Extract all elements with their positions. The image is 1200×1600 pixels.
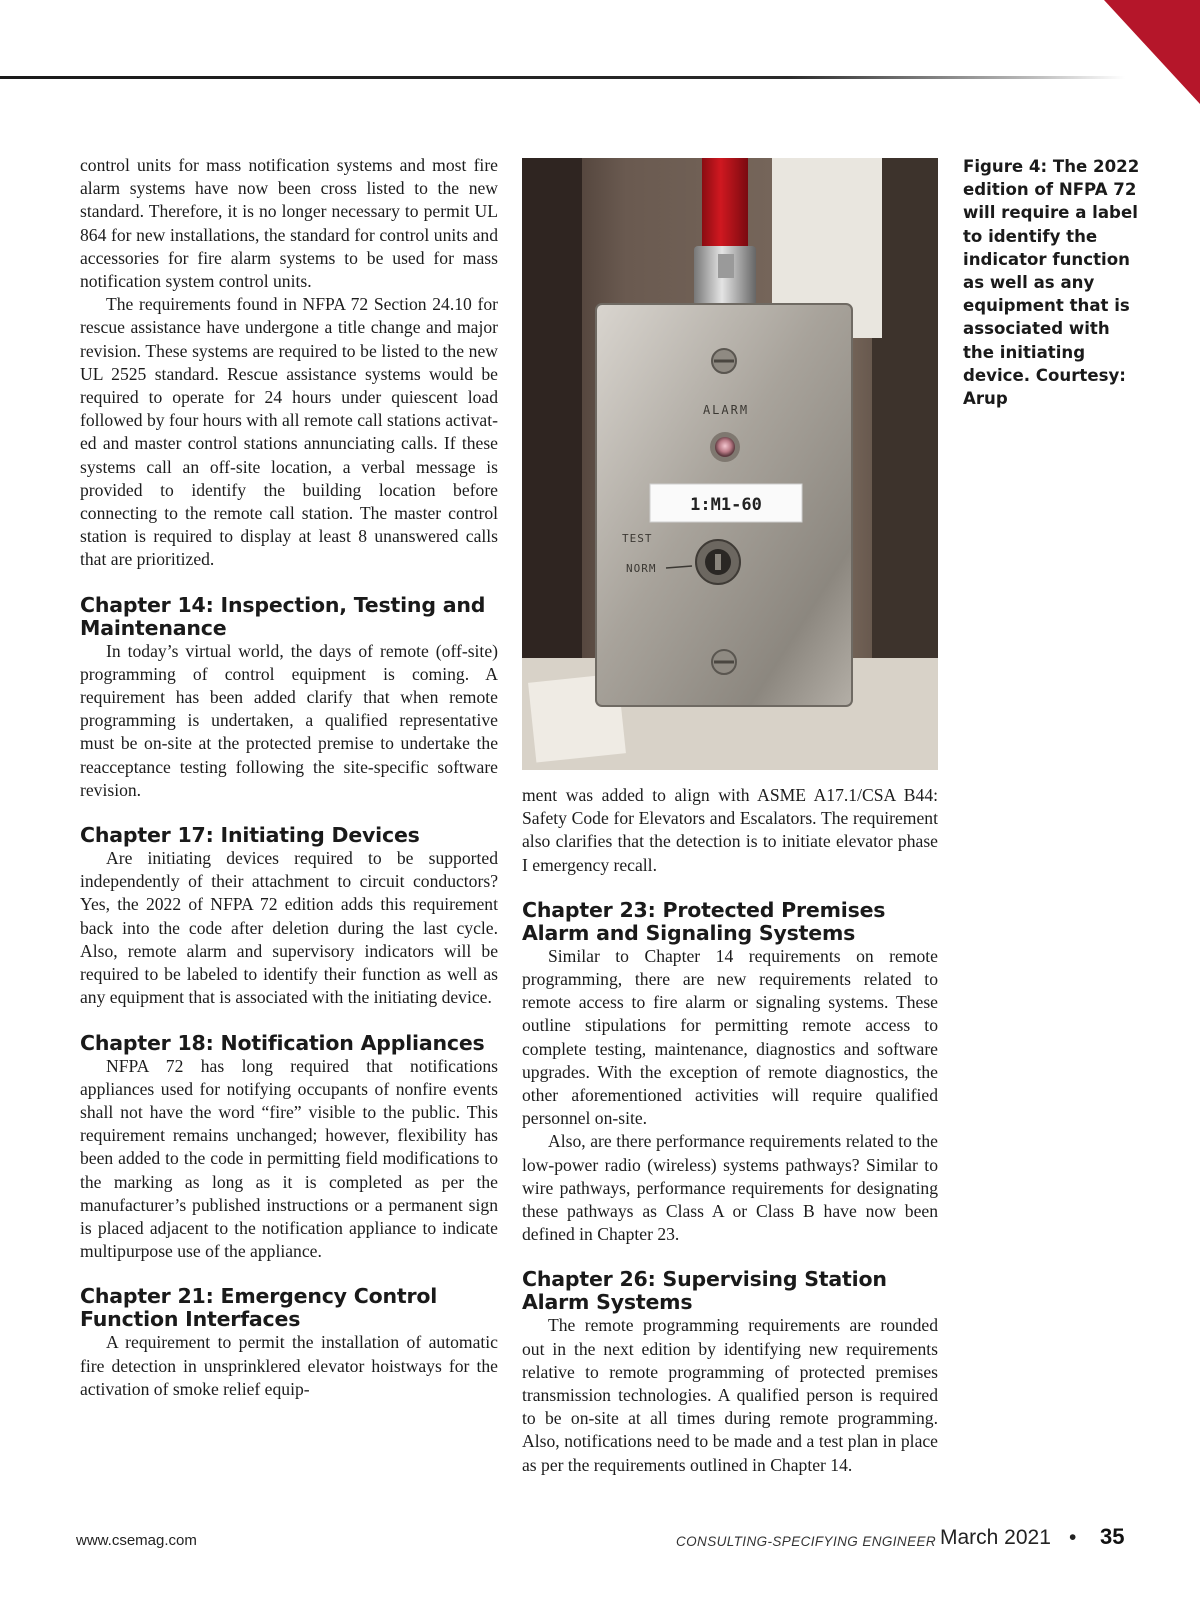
footer-bullet: • — [1069, 1526, 1077, 1549]
footer-magazine-name: CONSULTING-SPECIFYING ENGINEER — [676, 1534, 937, 1549]
figure-photo — [522, 158, 938, 770]
paragraph: ment was added to align with ASME A17.1/CSA B44: Safety Code for Elevators and Escalators. The requirement also clarifies that the detection is to initiate elevator phase I emergency recall. — [522, 785, 938, 875]
section-heading-chapter-14: Chapter 14: Inspection, Testing and Maintenance — [80, 592, 486, 640]
paragraph: The requirements found in NFPA 72 Section 24.10 for rescue assistance have undergone a title change and major revision. These systems are required to be listed to the new UL 2525 standard. Rescue assistance systems would be required to operate for 24 hours under quiescent load followed by four hours with all remote call stations activated and master control stations annunciating calls. If these systems call an off-site location, a verbal message is provided to identify the building location before connecting to the remote call station. The master control station is required to display at least 8 unanswered calls that are prioritized. — [80, 294, 498, 570]
footer-website-link[interactable]: www.csemag.com — [76, 1532, 197, 1549]
section-heading-chapter-21: Chapter 21: Emergency Control Function Interfaces — [80, 1284, 438, 1332]
alarm-label: ALARM — [702, 403, 750, 417]
section-heading-chapter-17: Chapter 17: Initiating Devices — [80, 823, 420, 848]
paragraph: In today’s virtual world, the days of remote (off-site) programming of control equipment is coming. A requirement has been added clarify that when remote programming is undertaken, a qualified representative must be on-site at the protected premise to undertake the reacceptance testing following the site-specific software revision. — [80, 640, 498, 800]
paragraph: A requirement to permit the installation of automatic fire detection in unsprinklered elevator hoistways for the activation of smoke relief equip- — [80, 1332, 498, 1399]
paragraph: Also, are there performance requirements related to the low-power radio (wireless) systems pathways? Similar to wire pathways, performance requirements for designating these pathways as Class A or Class B have now been defined in Chapter 23. — [522, 1131, 938, 1245]
text-column-left — [80, 154, 498, 1401]
alarm-led-icon — [715, 437, 735, 457]
section-heading-chapter-23: Chapter 23: Protected Premises Alarm and Signaling Systems — [522, 897, 886, 945]
test-label: TEST — [622, 532, 653, 545]
paragraph: Similar to Chapter 14 requirements on remote programming, there are new requirements related to remote access to fire alarm or signaling systems. These outline stipulations for permitting remote access to complete testing, maintenance, diagnostics and software upgrades. With the exception of remote diagnostics, the other aforementioned activities will require qualified personnel on-site. — [522, 945, 938, 1129]
corner-accent — [1104, 0, 1200, 104]
device-id-label: 1:M1-60 — [690, 495, 762, 515]
paragraph: control units for mass notification systems and most fire alarm systems have now been cross listed to the new standard. Therefore, it is no longer necessary to permit UL 864 for new installations, the standard for control units and accessories for fire alarm systems to be used for mass notification system control units. — [80, 155, 498, 292]
paragraph: Are initiating devices required to be supported independently of their attachment to circuit conductors? Yes, the 2022 of NFPA 72 edition adds this requirement back into the code after deletion during the last cycle. Also, remote alarm and supervisory indicators will be required to be labeled to identify their function as well as any equipment that is associated with the initiating device. — [80, 848, 498, 1008]
figure-caption: Figure 4: The 2022 edition of NFPA 72 will require a label to identify the indicator function as well as any equipment that is associated with the initiating device. Courtesy: Arup — [963, 157, 1140, 409]
paragraph: NFPA 72 has long required that notifications appliances used for notifying occupants of nonfire events shall not have the word “fire” visible to the public. This requirement remains unchanged; however, flexibility has been added to the code in permitting field modifications to the marking as long as it is completed as per the manufacturer’s published instructions or a permanent sign is placed adjacent to the notification appliance to indicate multipurpose use of the appliance. — [80, 1055, 498, 1262]
section-heading-chapter-18: Chapter 18: Notification Appliances — [80, 1030, 485, 1055]
page-number: 35 — [1100, 1524, 1125, 1549]
header-rule — [0, 76, 1125, 79]
paragraph: The remote programming requirements are rounded out in the next edition by identifying new requirements relative to remote programming of protected premises transmission technologies. A qualified person is required to be on-site at all times during remote programming. Also, notifications need to be made and a test plan in place as per the requirements outlined in Chapter 14. — [522, 1315, 938, 1475]
footer-date: March 2021 — [940, 1526, 1051, 1549]
text-column-right — [522, 784, 938, 1477]
section-heading-chapter-26: Chapter 26: Supervising Station Alarm Systems — [522, 1267, 887, 1315]
norm-label: NORM — [626, 562, 657, 575]
